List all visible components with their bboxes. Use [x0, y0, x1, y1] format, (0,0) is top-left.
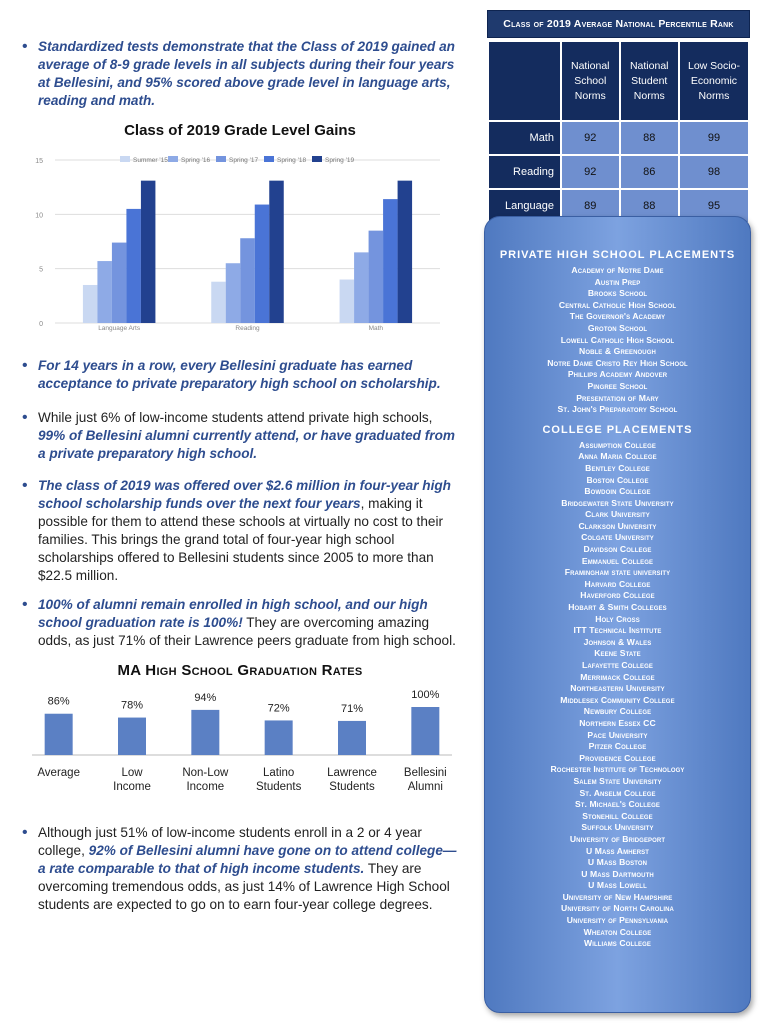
x-tick-label-line: Non-Low [182, 767, 229, 779]
x-tick-label: Reading [235, 325, 260, 332]
list-item: Notre Dame Cristo Rey High School [547, 357, 688, 368]
bar [45, 714, 73, 755]
header-national-student: National Student Norms [620, 41, 679, 121]
bullet-scholarships [22, 477, 462, 585]
list-item: U Mass Lowell [588, 880, 647, 891]
bar [398, 181, 413, 323]
table-corner [488, 41, 561, 121]
x-tick-label-line: Students [255, 781, 302, 793]
list-item: Pitzer College [588, 741, 647, 752]
table-cell: 86 [620, 155, 679, 189]
list-item: Middlesex Community College [560, 694, 675, 705]
list-item: Austin Prep [594, 276, 641, 287]
list-item: U Mass Amherst [585, 845, 650, 856]
placements-panel [484, 216, 751, 1013]
x-tick-label-line: Lawrence [327, 767, 377, 779]
emphasis-text: The class of 2019 was offered over $2.6 million in four-year high school scholarship funds over the next four years [38, 478, 451, 511]
legend-swatch [312, 156, 322, 162]
list-item: Stonehill College [582, 810, 653, 821]
bar [369, 231, 384, 323]
data-label: 86% [47, 695, 70, 708]
x-tick-label: Language Arts [98, 325, 141, 332]
legend-swatch [168, 156, 178, 162]
table-cell: 99 [679, 121, 749, 155]
high-school-list [485, 265, 750, 416]
college-placements-title: COLLEGE PLACEMENTS [542, 423, 693, 436]
list-item: Haverford College [580, 590, 655, 601]
table-cell: 92 [561, 121, 620, 155]
table-cell: 88 [620, 121, 679, 155]
bullet-college [22, 824, 462, 914]
x-tick-label-line: Bellesini [403, 767, 447, 779]
list-item: The Governor's Academy [569, 311, 666, 322]
list-item: Holy Cross [595, 613, 640, 624]
bar [191, 710, 219, 755]
list-item: Clark University [585, 509, 650, 520]
emphasis-text: 99% of Bellesini alumni currently attend, or have graduated from a private preparatory high school. [38, 428, 455, 461]
grade-gains-chart-title: Class of 2019 Grade Level Gains [124, 122, 356, 139]
bullet-text [38, 357, 462, 393]
bar [118, 718, 146, 755]
bar [269, 181, 284, 323]
list-item: Williams College [584, 938, 651, 949]
bar [411, 707, 439, 755]
list-item: Johnson & Wales [583, 636, 652, 647]
bullet-private-attendance [22, 409, 462, 463]
x-tick-label-line: Average [37, 767, 80, 779]
legend-label: Spring '18 [277, 157, 307, 164]
percentile-rank-grid [487, 40, 750, 224]
legend-swatch [216, 156, 226, 162]
grade-gains-chart [20, 150, 465, 335]
y-tick-label: 0 [39, 321, 43, 328]
list-item: Davidson College [583, 544, 652, 555]
high-school-placements-title: PRIVATE HIGH SCHOOL PLACEMENTS [499, 249, 736, 261]
list-item: Salem State University [573, 775, 662, 786]
list-item: Harvard College [584, 578, 651, 589]
list-item: Academy of Notre Dame [571, 265, 664, 275]
bullet-text [38, 824, 462, 914]
list-item: U Mass Dartmouth [581, 868, 654, 879]
list-item: University of New Hampshire [562, 891, 673, 902]
legend-swatch [120, 156, 130, 162]
bullet-text [38, 409, 462, 463]
bar [354, 252, 369, 323]
list-item: Bowdoin College [584, 486, 651, 497]
list-item: Phillips Academy Andover [567, 369, 668, 380]
data-label: 71% [340, 702, 364, 715]
list-item: U Mass Boston [587, 857, 648, 868]
legend-label: Spring '17 [229, 157, 259, 164]
table-cell: 89 [561, 189, 620, 223]
list-item: ITT Technical Institute [573, 625, 662, 636]
row-label-reading: Reading [488, 155, 561, 189]
body-text: Although just 51% of low-income students enroll in a 2 or 4 year college, [38, 825, 422, 858]
list-item: Presentation of Mary [576, 392, 659, 403]
list-item: Emmanuel College [581, 555, 654, 566]
x-tick-label [182, 767, 229, 793]
data-label: 78% [120, 699, 144, 712]
list-item: Hobart & Smith Colleges [568, 602, 667, 613]
legend-label: Spring '16 [181, 157, 211, 164]
bar [126, 209, 140, 323]
header-low-ses: Low Socio-Economic Norms [679, 41, 749, 121]
legend-label: Spring '19 [325, 157, 355, 164]
bar [112, 243, 127, 323]
list-item: University of North Carolina [561, 903, 674, 914]
list-item: Wheaton College [583, 926, 652, 937]
list-item: Bridgewater State University [561, 497, 674, 508]
bullet-dot: • [22, 596, 28, 613]
list-item: Northeastern University [570, 683, 665, 694]
bullet-text [38, 596, 462, 650]
body-text: They are overcoming amazing odds, as just 71% of their Lawrence peers graduate from high school. [38, 615, 456, 648]
table-cell: 98 [679, 155, 749, 189]
bullet-dot: • [22, 477, 28, 494]
graduation-rates-chart-title: MA High School Graduation Rates [117, 662, 363, 679]
x-tick-label [327, 767, 377, 793]
list-item: Colgate University [581, 532, 654, 543]
bullet-dot: • [22, 409, 28, 426]
list-item: Brooks School [587, 288, 648, 299]
list-item: Boston College [586, 474, 649, 485]
bullet-test-gains [22, 38, 462, 110]
emphasis-text: Standardized tests demonstrate that the Class of 2019 gained an average of 8-9 grade levels in all subjects during their four years at Bellesini, and 95% scored above grade level in language arts, reading and math. [38, 39, 455, 108]
bar [383, 199, 398, 323]
list-item: St. Anselm College [579, 787, 656, 798]
list-item: Groton School [587, 322, 648, 333]
list-item: Lafayette College [582, 660, 653, 670]
row-label-math: Math [488, 121, 561, 155]
list-item: St. John's Preparatory School [557, 404, 678, 415]
bar [97, 261, 112, 323]
graduation-rates-chart [22, 680, 462, 800]
bullet-dot: • [22, 824, 28, 841]
list-item: Assumption College [579, 439, 656, 450]
x-tick-label [404, 767, 447, 793]
table-cell: 92 [561, 155, 620, 189]
list-item: Rochester Institute of Technology [550, 764, 685, 775]
y-tick-label: 10 [35, 212, 43, 220]
list-item: Pace University [587, 729, 648, 740]
percentile-rank-table [487, 10, 750, 224]
body-text: While just 6% of low-income students attend private high schools, [38, 410, 433, 425]
list-item: St. Michael's College [574, 799, 661, 810]
legend-swatch [264, 156, 274, 162]
x-tick-label-line: Income [113, 781, 151, 793]
percentile-rank-title: Class of 2019 Average National Percentile Rank [487, 10, 750, 38]
bar [83, 285, 98, 323]
bullet-text [38, 477, 462, 585]
list-item: Lowell Catholic High School [560, 334, 675, 345]
x-tick-label-line: Latino [262, 767, 295, 779]
bar [240, 238, 255, 323]
data-label: 94% [194, 691, 217, 704]
bar [226, 263, 241, 323]
table-cell: 95 [679, 189, 749, 223]
list-item: Northern Essex CC [579, 717, 656, 728]
list-item: Framingham state university [564, 567, 671, 578]
list-item: Clarkson University [578, 520, 657, 531]
list-item: Bentley College [585, 462, 650, 473]
bar [141, 181, 156, 323]
list-item: University of Bridgeport [569, 833, 666, 844]
list-item: Merrimack College [580, 671, 655, 682]
bullet-dot: • [22, 357, 28, 374]
table-row [488, 121, 749, 155]
data-label: 100% [411, 689, 440, 701]
list-item: Keene State [594, 648, 641, 659]
y-tick-label: 15 [35, 158, 43, 165]
emphasis-text: 92% of Bellesini alumni have gone on to attend college—a rate comparable to that of high income students. [38, 843, 457, 876]
bullet-text [38, 38, 462, 110]
x-tick-label-line: Low [121, 767, 143, 779]
body-text: They are overcoming tremendous odds, as just 14% of Lawrence High School students are expected to go on to earn four-year college degrees. [38, 861, 450, 912]
list-item: Newbury College [583, 706, 652, 717]
x-tick-label [113, 767, 151, 793]
list-item: Providence College [579, 752, 656, 763]
list-item: Central Catholic High School [558, 299, 677, 310]
bullet-graduation [22, 596, 462, 650]
x-tick-label: Math [368, 325, 384, 332]
table-row [488, 155, 749, 189]
bullet-dot: • [22, 38, 28, 55]
table-cell: 88 [620, 189, 679, 223]
bar [211, 282, 226, 323]
legend-label: Summer '15 [133, 157, 168, 164]
bullet-acceptance [22, 357, 462, 393]
list-item: Anna Maria College [578, 451, 657, 462]
college-list [485, 440, 750, 950]
bar [255, 205, 270, 323]
bar [338, 721, 366, 755]
list-item: University of Pennsylvania [566, 915, 669, 926]
x-tick-label-line: Students [329, 781, 375, 793]
bar [265, 720, 293, 755]
row-label-language: Language [488, 189, 561, 223]
emphasis-text: 100% of alumni remain enrolled in high school, and our high school graduation rate is 100%! [38, 597, 428, 630]
header-national-school: National School Norms [561, 41, 620, 121]
x-tick-label [37, 767, 80, 779]
list-item: Pingree School [587, 380, 648, 391]
x-tick-label [256, 767, 302, 793]
x-tick-label-line: Alumni [407, 781, 443, 793]
bar [340, 280, 355, 323]
list-item: Suffolk University [581, 822, 654, 833]
data-label: 72% [267, 702, 290, 715]
body-text: , making it possible for them to attend these schools at virtually no cost to their families. This brings the grand total of four-year high school scholarships offered to Bellesini students since 2005 to more than $22.5 million. [38, 496, 444, 583]
y-tick-label: 5 [39, 266, 43, 274]
emphasis-text: For 14 years in a row, every Bellesini graduate has earned acceptance to private preparatory high school on scholarship. [38, 358, 441, 391]
x-tick-label-line: Income [186, 781, 225, 793]
list-item: Noble & Greenough [579, 346, 656, 357]
